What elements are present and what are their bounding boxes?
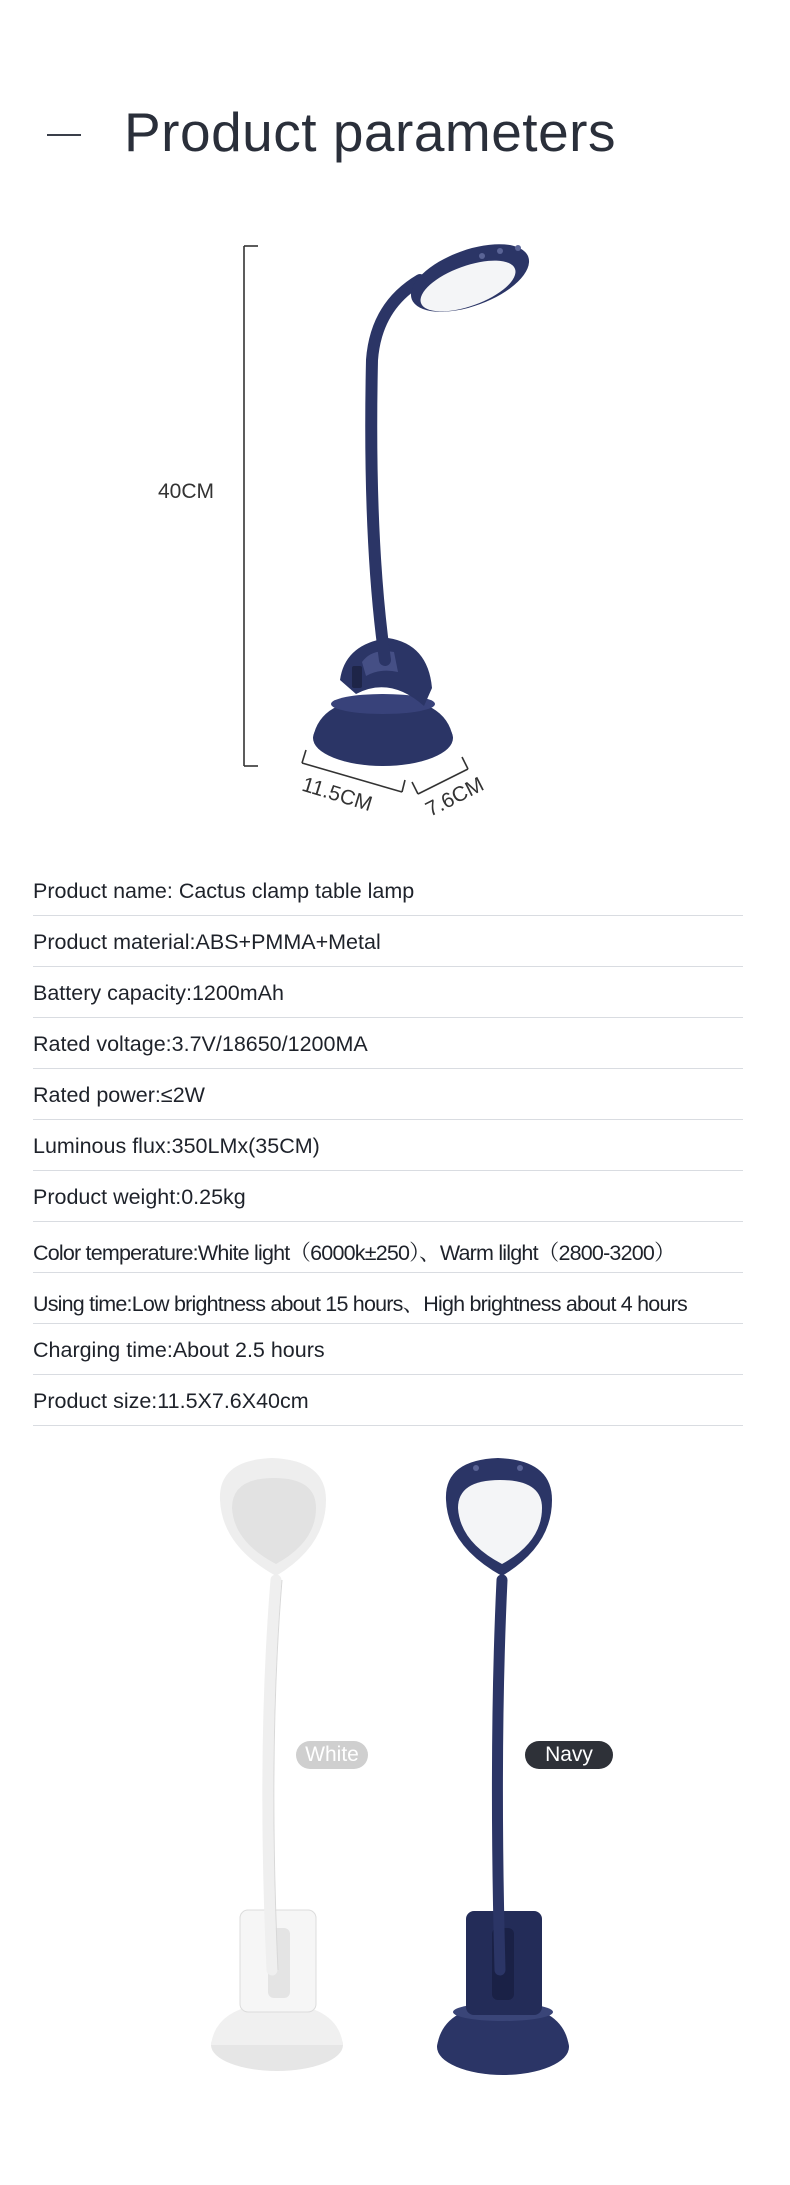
variant-label-white: White [296, 1741, 368, 1769]
param-label: Product size: [33, 1389, 158, 1413]
param-value: Low brightness about 15 hours、High brightness about 4 hours [131, 1292, 687, 1316]
height-bracket [244, 246, 258, 766]
param-label: Charging time: [33, 1338, 173, 1362]
param-value: About 2.5 hours [172, 1338, 325, 1362]
title-dash [47, 134, 81, 136]
param-label: Product weight: [33, 1185, 182, 1209]
param-label: Product material: [33, 930, 196, 954]
param-row [33, 1171, 743, 1222]
param-row [33, 967, 743, 1018]
param-value: 1200mAh [191, 981, 284, 1005]
param-label: Rated power: [33, 1083, 161, 1107]
param-row [33, 1018, 743, 1069]
width-dimension-label: 11.5CM [299, 773, 375, 817]
param-value: ≤2W [160, 1083, 205, 1107]
dimension-diagram [0, 220, 790, 830]
param-label: Battery capacity: [33, 981, 192, 1005]
depth-dimension-label: 7.6CM [422, 772, 488, 822]
param-value: ABS+PMMA+Metal [195, 930, 381, 954]
param-value: 3.7V/18650/1200MA [171, 1032, 368, 1056]
param-row [33, 1120, 743, 1171]
param-label: Color temperature: [33, 1241, 198, 1265]
param-value: 11.5X7.6X40cm [157, 1389, 309, 1413]
lamp-navy-diagram [313, 230, 538, 766]
color-variants [0, 1450, 790, 2080]
param-row [33, 1222, 743, 1273]
param-row [33, 865, 743, 916]
lamp-diagram-image [0, 220, 790, 830]
param-label: Rated voltage: [33, 1032, 172, 1056]
page-title: Product parameters [124, 101, 616, 163]
param-row [33, 1273, 743, 1324]
param-label: Using time: [33, 1292, 132, 1316]
variant-label-navy: Navy [525, 1741, 613, 1769]
param-value: White light（6000k±250）、Warm lilght（2800-3200） [197, 1241, 675, 1265]
param-value: 350LMx(35CM) [171, 1134, 320, 1158]
param-row [33, 1375, 743, 1426]
page-header [0, 0, 790, 200]
param-value: 0.25kg [181, 1185, 246, 1209]
param-row [33, 916, 743, 967]
param-value: Cactus clamp table lamp [178, 879, 415, 903]
param-label: Product name: [33, 879, 173, 903]
param-label: Luminous flux: [33, 1134, 172, 1158]
height-dimension-label: 40CM [158, 480, 215, 503]
parameter-list [33, 865, 743, 1426]
variant-lamps-image [0, 1450, 790, 2080]
param-row [33, 1069, 743, 1120]
param-row [33, 1324, 743, 1375]
